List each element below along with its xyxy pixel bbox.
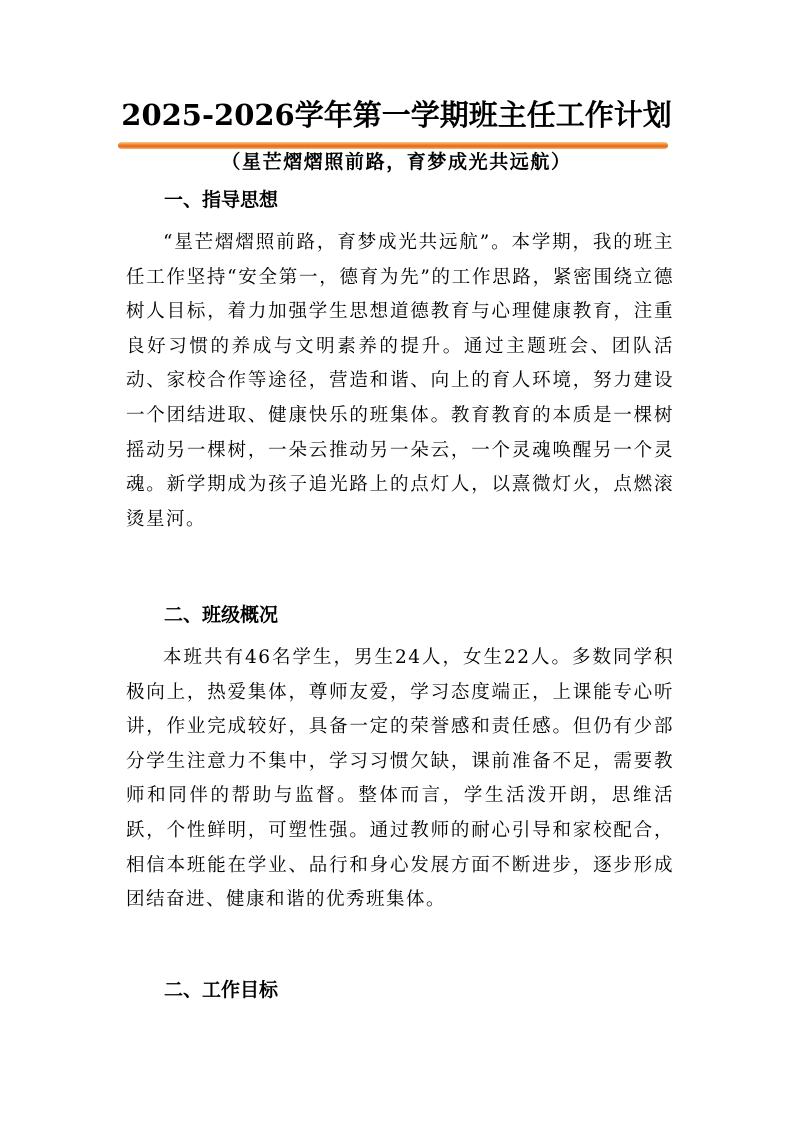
document-title: 2025-2026学年第一学期班主任工作计划: [121, 98, 672, 132]
section-body-guiding-ideology: “星芒熠熠照前路，育梦成光共远航”。本学期，我的班主任工作坚持“安全第一，德育为先”的工作思路，紧密围绕立德树人目标，着力加强学生思想道德教育与心理健康教育，注重良好习惯的养成与文明素养的提升。通过主题班会、团队活动、家校合作等途径，营造和谐、向上的育人环境，努力建设一个团结进取、健康快乐的班集体。教育教育的本质是一棵树摇动另一棵树，一朵云推动另一朵云，一个灵魂唤醒另一个灵魂。新学期成为孩子追光路上的点灯人，以熹微灯火，点燃滚烫星河。: [126, 232, 674, 530]
section-heading-work-goals: 二、工作目标: [164, 979, 279, 1001]
document-subtitle: （星芒熠熠照前路，育梦成光共远航）: [221, 151, 572, 173]
section-body-class-overview: 本班共有46名学生，男生24人，女生22人。多数同学积极向上，热爱集体，尊师友爱，学习态度端正，上课能专心听讲，作业完成较好，具备一定的荣誉感和责任感。但仍有少部分学生注意力不集中，学习习惯欠缺，课前准备不足，需要教师和同伴的帮助与监督。整体而言，学生活泼开朗，思维活跃，个性鲜明，可塑性强。通过教师的耐心引导和家校配合，相信本班能在学业、品行和身心发展方面不断进步，逐步形成团结奋进、健康和谐的优秀班集体。: [126, 647, 674, 911]
section-heading-guiding-ideology: 一、指导思想: [164, 189, 279, 211]
section-heading-class-overview: 二、班级概况: [164, 604, 279, 626]
